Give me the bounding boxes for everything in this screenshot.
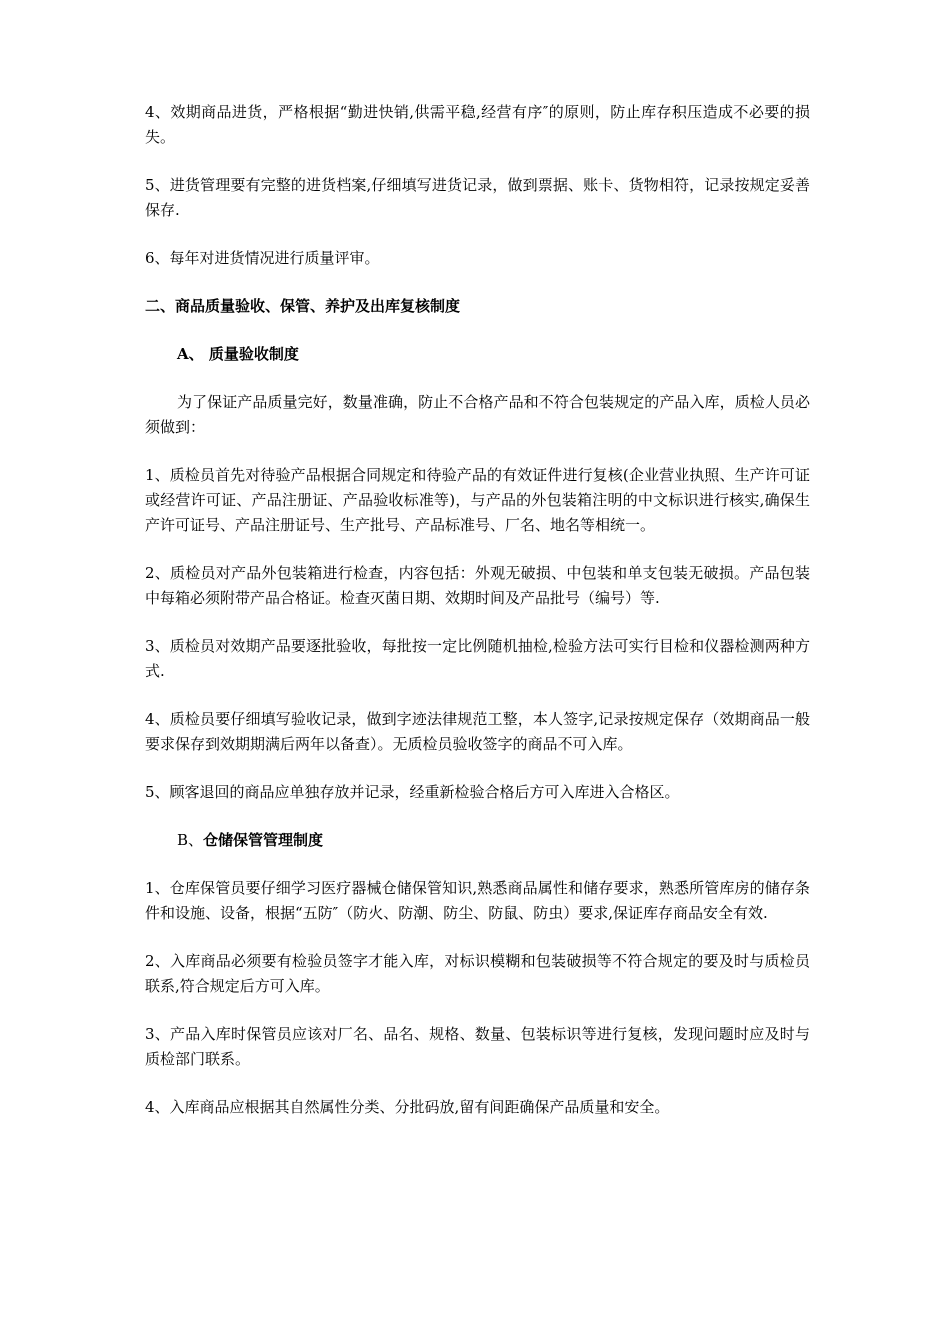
paragraph-acceptance-item-4: 4、质检员要仔细填写验收记录，做到字迹法律规范工整，本人签字,记录按规定保存（效期商品一般要求保存到效期期满后两年以备查）。无质检员验收签字的商品不可入库。 [145, 710, 810, 753]
section-heading-quality: 二、商品质量验收、保管、养护及出库复核制度 [145, 297, 461, 315]
paragraph-acceptance-intro: 为了保证产品质量完好，数量准确，防止不合格产品和不符合包装规定的产品入库，质检人员必须做到： [145, 393, 810, 436]
subsection-title: 仓储保管管理制度 [203, 831, 324, 849]
subsection-prefix: B、 [177, 831, 204, 849]
paragraph-procurement-item-5: 5、进货管理要有完整的进货档案,仔细填写进货记录，做到票据、账卡、货物相符，记录按规定妥善保存. [145, 176, 810, 219]
paragraph-storage-item-2: 2、入库商品必须要有检验员签字才能入库，对标识模糊和包装破损等不符合规定的要及时与质检员联系,符合规定后方可入库。 [145, 952, 810, 995]
paragraph-storage-item-4: 4、入库商品应根据其自然属性分类、分批码放,留有间距确保产品质量和安全。 [145, 1098, 670, 1116]
paragraph-procurement-item-6: 6、每年对进货情况进行质量评审。 [145, 249, 380, 267]
paragraph-acceptance-item-2: 2、质检员对产品外包装箱进行检查，内容包括：外观无破损、中包装和单支包装无破损。产品包装中每箱必须附带产品合格证。检查灭菌日期、效期时间及产品批号（编号）等. [145, 564, 810, 607]
paragraph-procurement-item-4: 4、效期商品进货，严格根据“勤进快销,供需平稳,经营有序″的原则，防止库存积压造成不必要的损失。 [145, 103, 810, 146]
paragraph-acceptance-item-1: 1、质检员首先对待验产品根据合同规定和待验产品的有效证件进行复核(企业营业执照、生产许可证或经营许可证、产品注册证、产品验收标准等)，与产品的外包装箱注明的中文标识进行核实,确保生产许可证号、产品注册证号、生产批号、产品标准号、厂名、地名等相统一。 [145, 466, 810, 534]
paragraph-acceptance-item-5: 5、顾客退回的商品应单独存放并记录，经重新检验合格后方可入库进入合格区。 [145, 783, 680, 801]
paragraph-storage-item-3: 3、产品入库时保管员应该对厂名、品名、规格、数量、包装标识等进行复核，发现问题时应及时与质检部门联系。 [145, 1025, 810, 1068]
paragraph-storage-item-1: 1、仓库保管员要仔细学习医疗器械仓储保管知识,熟悉商品属性和储存要求，熟悉所管库房的储存条件和设施、设备，根据“五防″（防火、防潮、防尘、防鼠、防虫）要求,保证库存商品安全有效. [145, 879, 810, 922]
paragraph-acceptance-item-3: 3、质检员对效期产品要逐批验收，每批按一定比例随机抽检,检验方法可实行目检和仪器检测两种方式. [145, 637, 810, 680]
subsection-heading-storage [145, 828, 810, 853]
subsection-heading-acceptance: A、 质量验收制度 [177, 345, 299, 363]
document-page [145, 100, 810, 1143]
